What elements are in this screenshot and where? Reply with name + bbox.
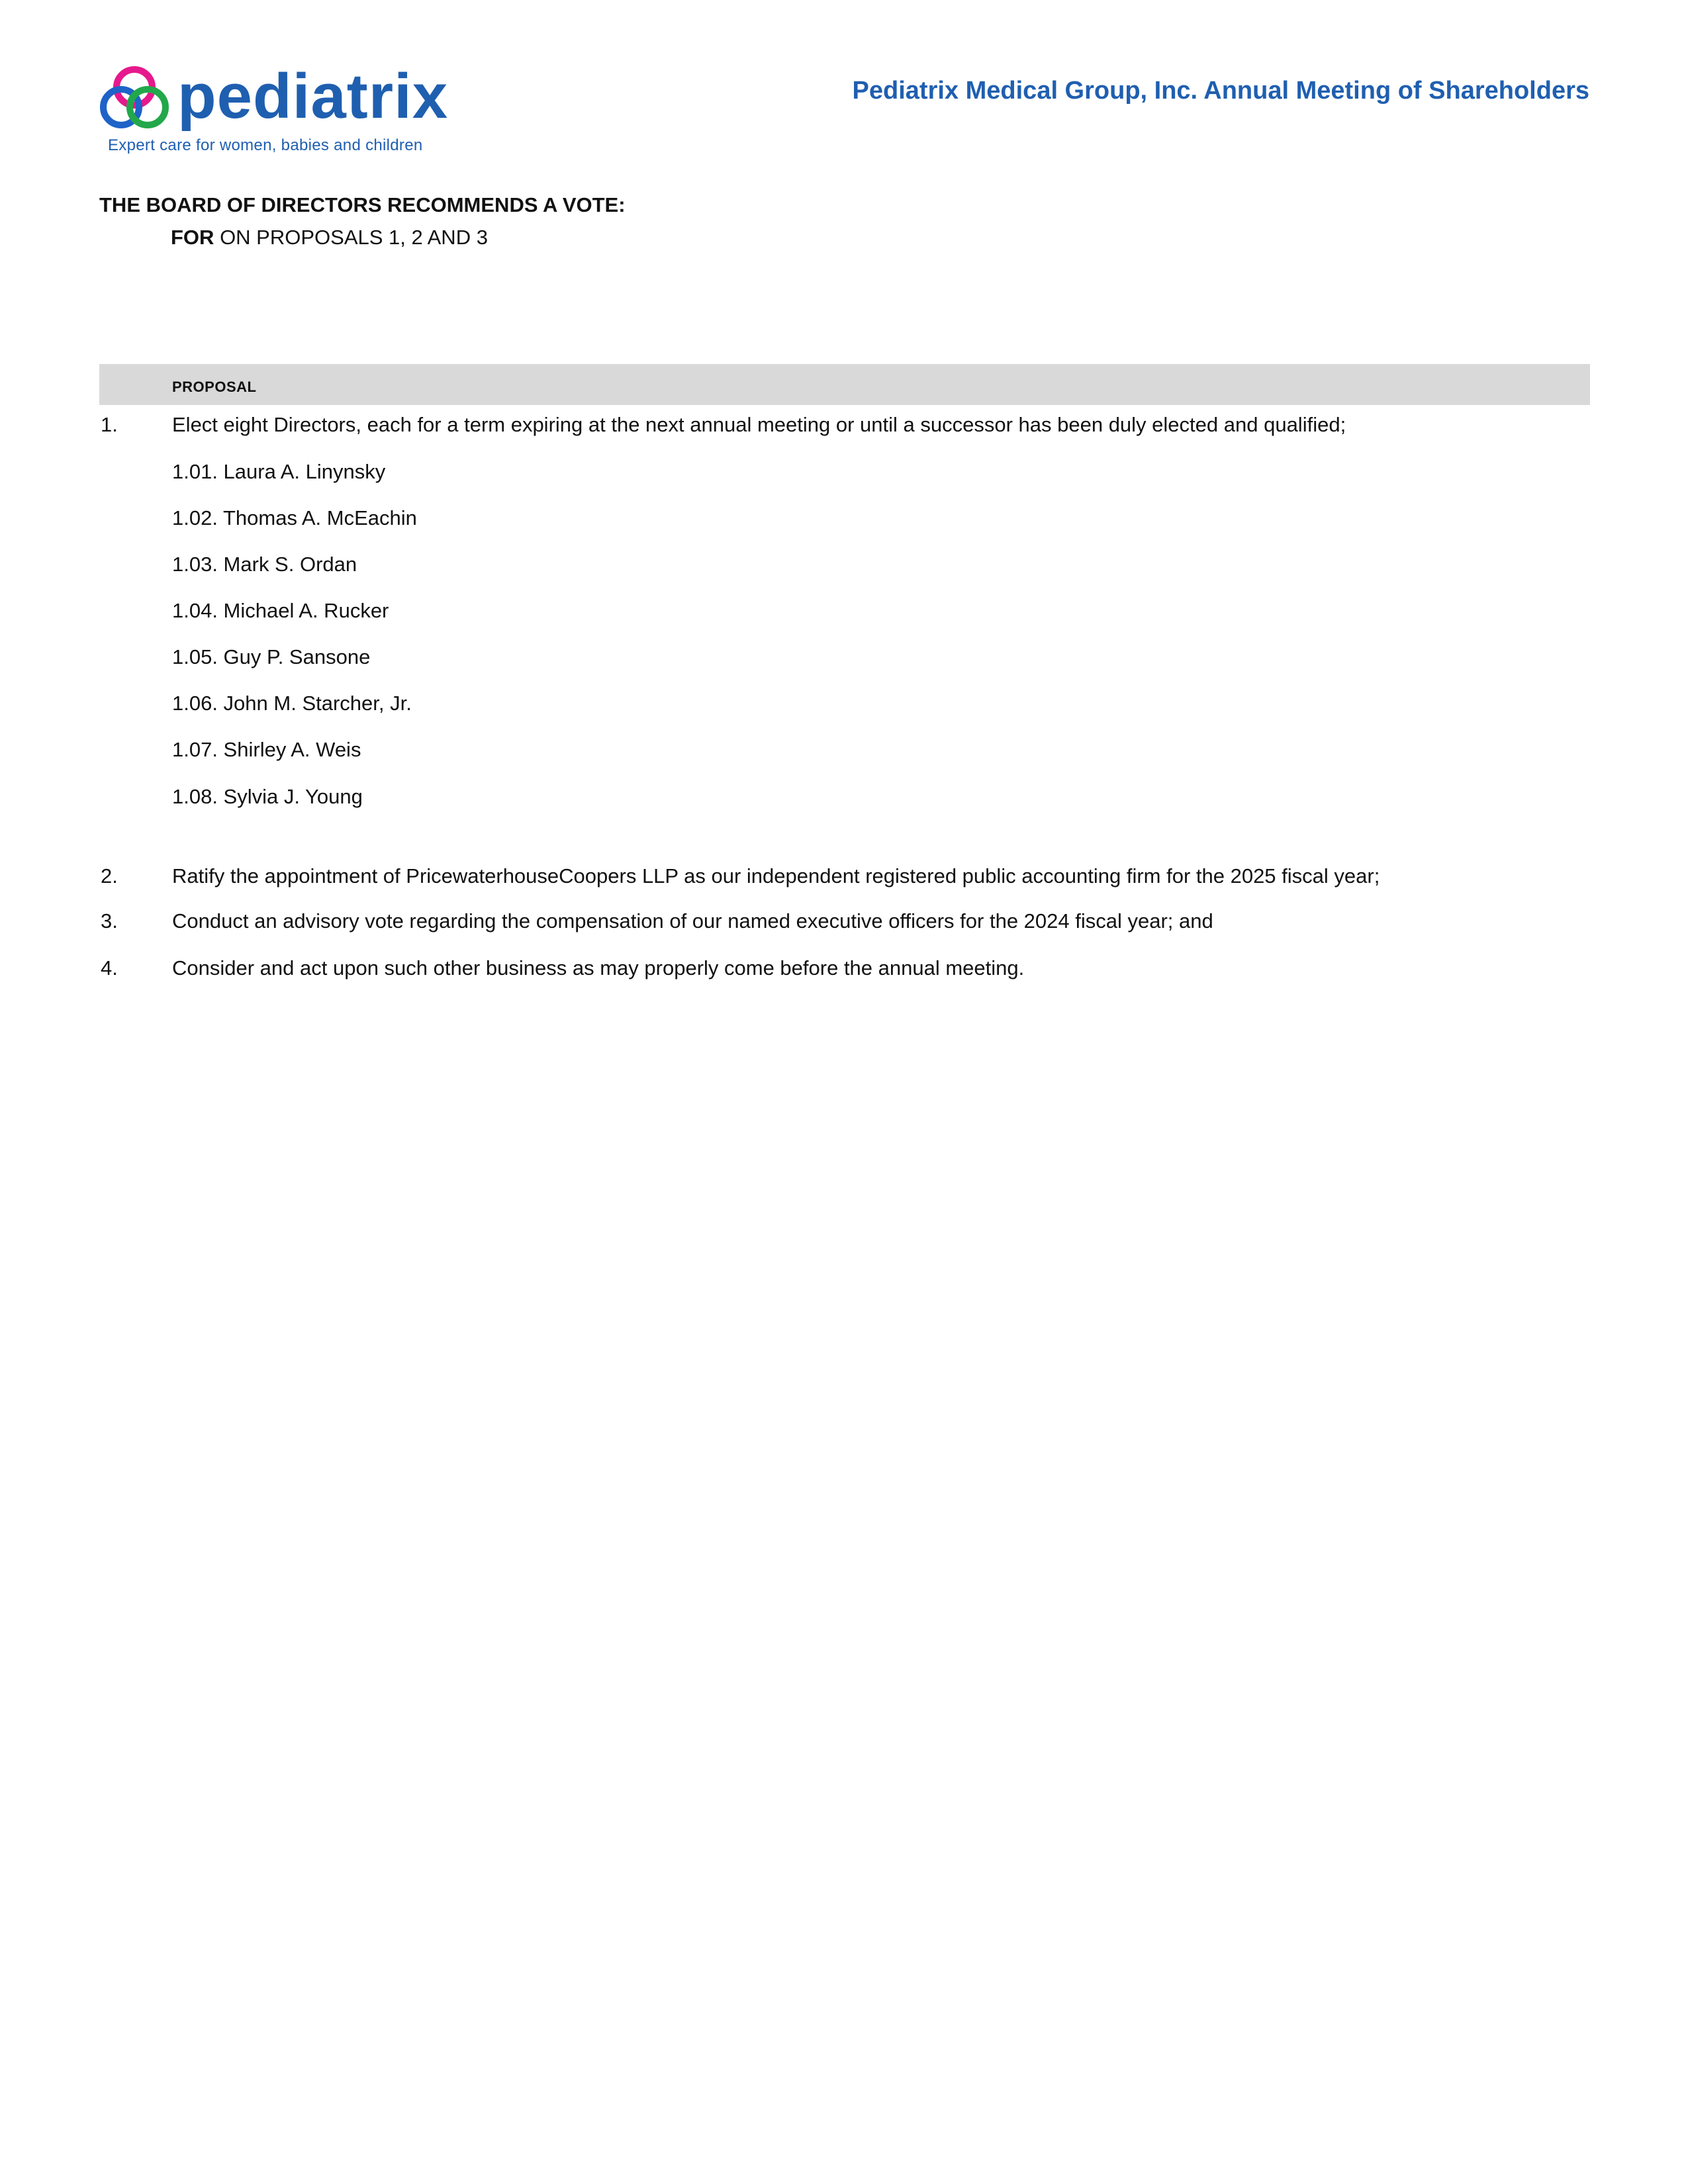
proposal-2-text: Ratify the appointment of PricewaterhouseCoopers LLP as our independent registered public accounting firm for the 2025 fiscal year; [172, 864, 1380, 887]
proposal-3-number: 3. [101, 909, 118, 933]
proposal-2-number: 2. [101, 864, 118, 887]
nominee-item: 1.06. John M. Starcher, Jr. [172, 692, 412, 715]
proposal-4-text: Consider and act upon such other business as may properly come before the annual meeting. [172, 956, 1025, 979]
proposal-1-number: 1. [101, 413, 118, 436]
nominee-item: 1.02. Thomas A. McEachin [172, 506, 417, 529]
proposal-table-header [99, 364, 1590, 405]
nominee-item: 1.04. Michael A. Rucker [172, 599, 389, 622]
proposal-3-text: Conduct an advisory vote regarding the compensation of our named executive officers for the 2024 fiscal year; and [172, 909, 1213, 933]
meeting-title: Pediatrix Medical Group, Inc. Annual Meeting of Shareholders [852, 77, 1589, 105]
nominee-item: 1.08. Sylvia J. Young [172, 785, 363, 808]
logo-tagline: Expert care for women, babies and children [108, 136, 423, 154]
proposal-4-number: 4. [101, 956, 118, 979]
logo-mark-icon [95, 60, 492, 139]
recommendation-scope: ON PROPOSALS 1, 2 AND 3 [220, 226, 488, 249]
recommendation-vote: FOR [171, 226, 214, 249]
nominee-item: 1.03. Mark S. Ordan [172, 553, 357, 576]
recommendation-heading: THE BOARD OF DIRECTORS RECOMMENDS A VOTE: [99, 193, 626, 216]
proposal-column-label: PROPOSAL [172, 379, 257, 395]
logo-wordmark: pediatrix [177, 61, 449, 132]
nominee-item: 1.05. Guy P. Sansone [172, 645, 371, 668]
nominee-item: 1.07. Shirley A. Weis [172, 738, 361, 761]
recommendation-line [171, 226, 488, 250]
nominee-item: 1.01. Laura A. Linynsky [172, 460, 386, 483]
proposal-1-text: Elect eight Directors, each for a term expiring at the next annual meeting or until a successor has been duly elected and qualified; [172, 413, 1346, 436]
